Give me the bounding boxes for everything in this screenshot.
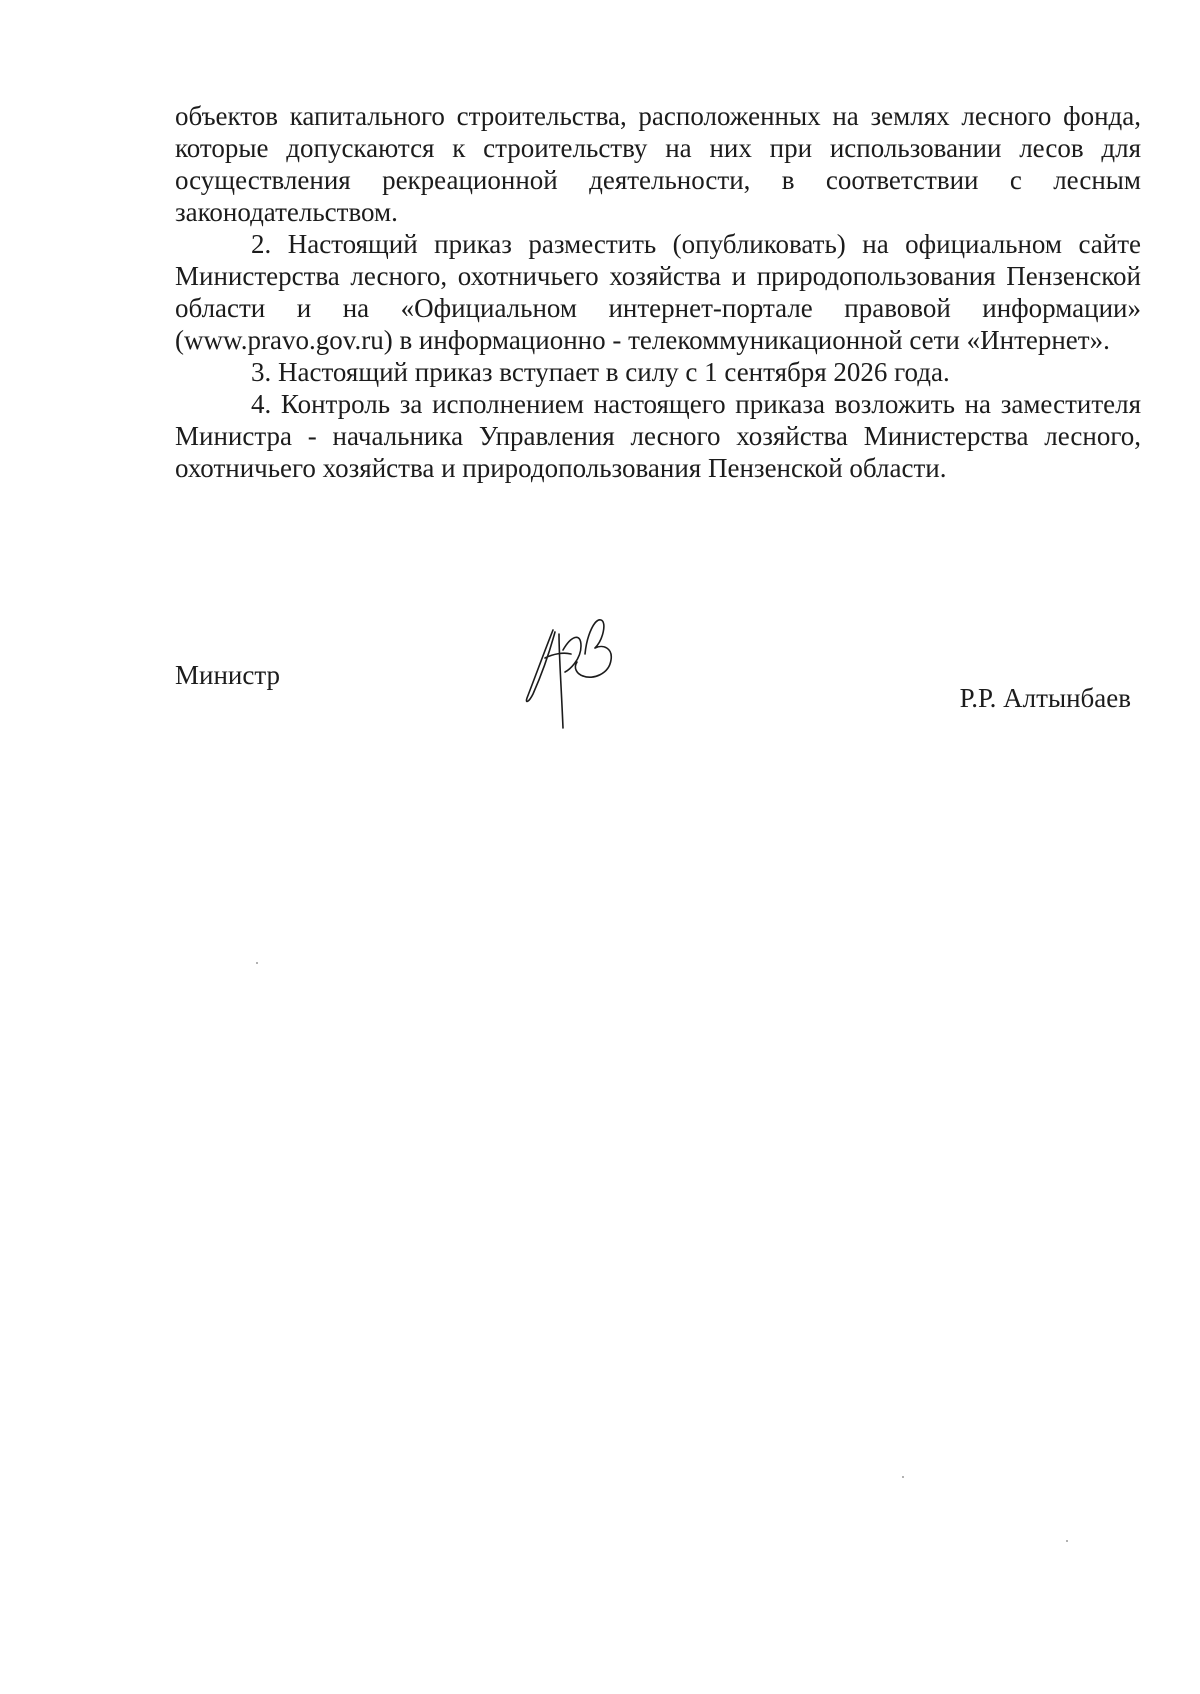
scan-speck	[256, 962, 258, 964]
handwritten-signature	[515, 610, 635, 730]
paragraph-control: 4. Контроль за исполнением настоящего приказа возложить на заместителя Министра - начальника Управления лесного хозяйства Министерства лесного, охотничьего хозяйства и природопользования Пензенской области.	[175, 389, 1141, 483]
document-body	[175, 100, 1141, 484]
scan-speck	[902, 1476, 904, 1478]
paragraph-continuation: объектов капитального строительства, расположенных на землях лесного фонда, которые допускаются к строительству на них при использовании лесов для осуществления рекреационной деятельности, в соответствии с лесным законодательством.	[175, 101, 1141, 227]
signature-block	[175, 610, 1141, 730]
paragraph-publication: 2. Настоящий приказ разместить (опубликовать) на официальном сайте Министерства лесного, охотничьего хозяйства и природопользования Пензенской области и на «Официальном интернет-портале правовой информации» (www.pravo.gov.ru) в информационно - телекоммуникационной сети «Интернет».	[175, 229, 1141, 355]
scan-speck	[1066, 1540, 1068, 1542]
signatory-title: Министр	[175, 660, 280, 690]
signatory-name: Р.Р. Алтынбаев	[959, 683, 1131, 713]
paragraph-effective-date: 3. Настоящий приказ вступает в силу с 1 сентября 2026 года.	[251, 357, 950, 387]
